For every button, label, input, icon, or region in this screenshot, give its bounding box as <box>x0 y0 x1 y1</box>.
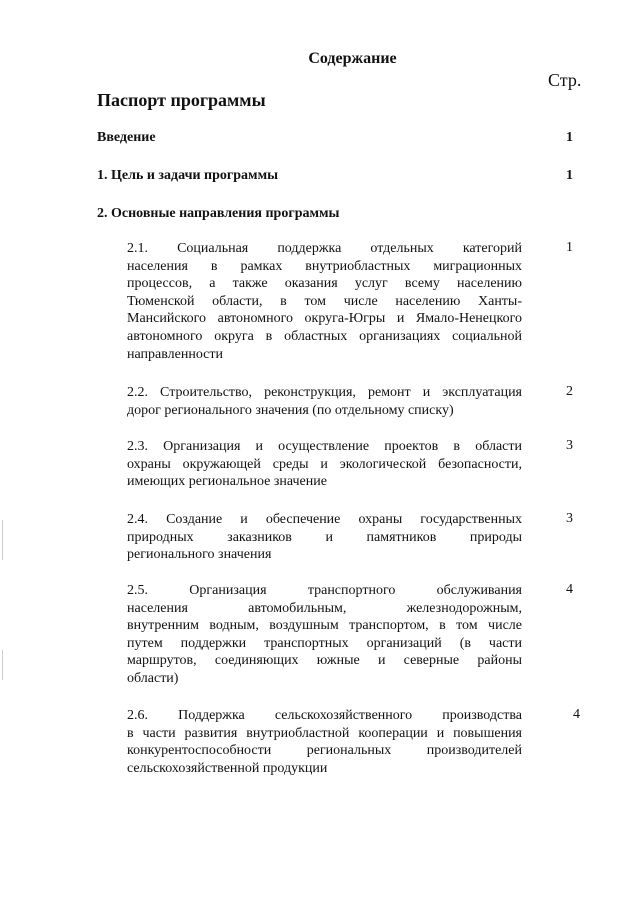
entry-line: автономного округа в областных организациях социальной <box>127 328 522 344</box>
toc-subsection-2-6 <box>127 707 522 777</box>
toc-subsection-2-4 <box>127 511 522 564</box>
toc-page-number: 1 <box>566 130 573 145</box>
page-title: Содержание <box>308 50 397 67</box>
entry-line: 2.4. Создание и обеспечение охраны государственных <box>127 512 522 527</box>
entry-line: 2.5. Организация транспортного обслуживания <box>127 583 522 598</box>
toc-page-number: 4 <box>573 707 580 722</box>
toc-page-number: 3 <box>566 511 573 526</box>
toc-item-directions: 2. Основные направления программы <box>97 206 340 221</box>
toc-page-number: 4 <box>566 582 573 597</box>
scan-edge-mark <box>2 650 3 680</box>
entry-line: области) <box>127 670 179 686</box>
scan-edge-mark <box>2 520 3 560</box>
entry-line: 2.6. Поддержка сельскохозяйственного производства <box>127 708 522 723</box>
toc-page-number: 2 <box>566 384 573 399</box>
toc-page-number: 1 <box>566 240 573 255</box>
toc-subsection-2-2 <box>127 384 522 419</box>
entry-line: внутренним водным, воздушным транспортом, в том числе <box>127 618 522 634</box>
page-column-label: Стр. <box>548 70 582 90</box>
entry-line: 2.1. Социальная поддержка отдельных категорий <box>127 241 522 256</box>
toc-subsection-2-5 <box>127 582 522 688</box>
entry-line: Тюменской области, в том числе населению Ханты- <box>127 293 522 309</box>
entry-line: в части развития внутриобластной кооперации и повышения <box>127 725 522 741</box>
entry-line: сельскохозяйственной продукции <box>127 760 328 776</box>
toc-page-number: 3 <box>566 438 573 453</box>
entry-line: населения автомобильным, железнодорожным, <box>127 600 522 616</box>
passport-heading: Паспорт программы <box>97 90 266 110</box>
entry-line: регионального значения <box>127 547 272 563</box>
entry-line: 2.3. Организация и осуществление проектов в области <box>127 439 522 454</box>
entry-line: Мансийского автономного округа-Югры и Ямало-Ненецкого <box>127 311 522 327</box>
entry-line: населения в рамках внутриобластных миграционных <box>127 258 522 274</box>
entry-line: имеющих региональное значение <box>127 474 327 490</box>
entry-line: охраны окружающей среды и экологической безопасности, <box>127 456 522 472</box>
entry-line: процессов, а также оказания услуг всему населению <box>127 276 522 292</box>
entry-line: конкурентоспособности региональных производителей <box>127 743 522 759</box>
toc-subsection-2-3 <box>127 438 522 491</box>
entry-line: направленности <box>127 346 224 362</box>
toc-page-number: 1 <box>566 168 573 183</box>
toc-subsection-2-1 <box>127 240 522 363</box>
toc-item-goals: 1. Цель и задачи программы <box>97 168 279 183</box>
toc-item-introduction: Введение <box>97 130 156 145</box>
entry-line: путем поддержки транспортных организаций (в части <box>127 635 522 651</box>
entry-line: маршрутов, соединяющих южные и северные районы <box>127 653 522 669</box>
entry-line: природных заказников и памятников природы <box>127 529 522 545</box>
entry-line: 2.2. Строительство, реконструкция, ремонт и эксплуатация <box>127 385 522 400</box>
entry-line: дорог регионального значения (по отдельному списку) <box>127 402 454 418</box>
